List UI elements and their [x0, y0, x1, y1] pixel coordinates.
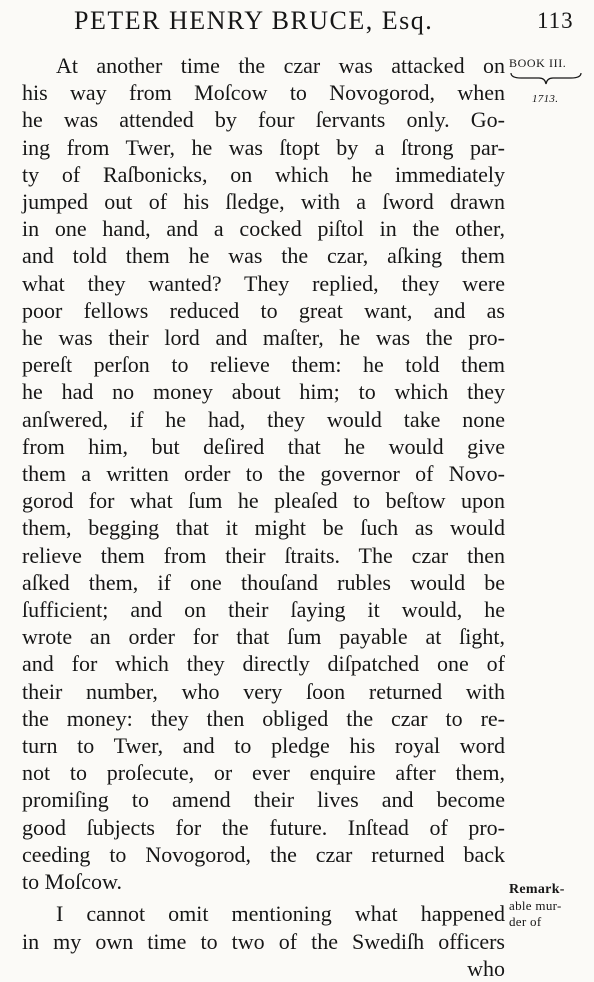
text-line: At another time the czar was attacked on	[56, 53, 505, 78]
text-line: ſufficient; and on their ſaying it would, he	[22, 597, 505, 623]
text-line: ing from Twer, he was ſtopt by a ſtrong par-	[22, 134, 505, 160]
text-line: he had no money about him; to which they	[22, 379, 505, 405]
text-line: ceeding to Novogorod, the czar returned back	[22, 841, 505, 867]
text-line: in my own time to two of the Swediſh officers	[22, 928, 505, 954]
page-number: 113	[537, 8, 574, 33]
running-head: PETER HENRY BRUCE, Esq.	[74, 6, 434, 35]
text-line: and told them he was the czar, aſking them	[22, 243, 505, 269]
paragraph-2	[22, 900, 505, 954]
text-line: not to proſecute, or ever enquire after them,	[22, 760, 505, 786]
text-line: I cannot omit mentioning what happened	[56, 901, 505, 927]
curly-brace-icon	[509, 71, 583, 85]
text-line: he was attended by four ſervants only. Go-	[22, 107, 505, 133]
body-text	[22, 52, 505, 982]
text-line: them a written order to the governor of Novo-	[22, 461, 505, 487]
text-line: and for which they directly diſpatched one of	[22, 651, 505, 677]
text-line: aſked them, if one thouſand rubles would be	[22, 569, 505, 595]
text-line: in one hand, and a cocked piſtol in the other,	[22, 216, 505, 242]
text-line: his way from Moſcow to Novogorod, when	[22, 80, 505, 106]
text-line: ty of Raſbonicks, on which he immediately	[22, 161, 505, 187]
paragraph-1	[22, 52, 505, 895]
text-line: the money: they then obliged the czar to re-	[22, 705, 505, 731]
margin-remark-line: Remark-	[509, 882, 565, 897]
text-line: turn to Twer, and to pledge his royal word	[22, 733, 505, 759]
text-line: wrote an order for that ſum payable at ſight,	[22, 624, 505, 650]
text-line: from him, but deſired that he would give	[22, 433, 505, 459]
text-line: what they wanted? They replied, they were	[22, 270, 505, 296]
text-line: them, begging that it might be ſuch as would	[22, 515, 505, 541]
text-line: jumped out of his ſledge, with a ſword drawn	[22, 189, 505, 215]
margin-remark-line: der of	[509, 914, 542, 929]
text-line: gorod for what ſum he pleaſed to beſtow upon	[22, 488, 505, 514]
margin-note-remark	[509, 882, 594, 930]
text-line: their number, who very ſoon returned with	[22, 678, 505, 704]
text-line: promiſing to amend their lives and become	[22, 787, 505, 813]
margin-note-year: 1713.	[532, 93, 559, 105]
text-line: relieve them from their ſtraits. The czar then	[22, 542, 505, 568]
margin-remark-line: able mur-	[509, 898, 562, 913]
text-line: pereſt perſon to relieve them: he told them	[22, 352, 505, 378]
catchword: who	[467, 955, 505, 981]
margin-note-book: BOOK III.	[509, 56, 567, 70]
text-line: poor fellows reduced to great want, and as	[22, 297, 505, 323]
text-line: anſwered, if he had, they would take none	[22, 406, 505, 432]
text-line: to Moſcow.	[22, 869, 123, 895]
text-line: good ſubjects for the future. Inſtead of pro-	[22, 814, 505, 840]
text-line: he was their lord and maſter, he was the pro-	[22, 325, 505, 351]
